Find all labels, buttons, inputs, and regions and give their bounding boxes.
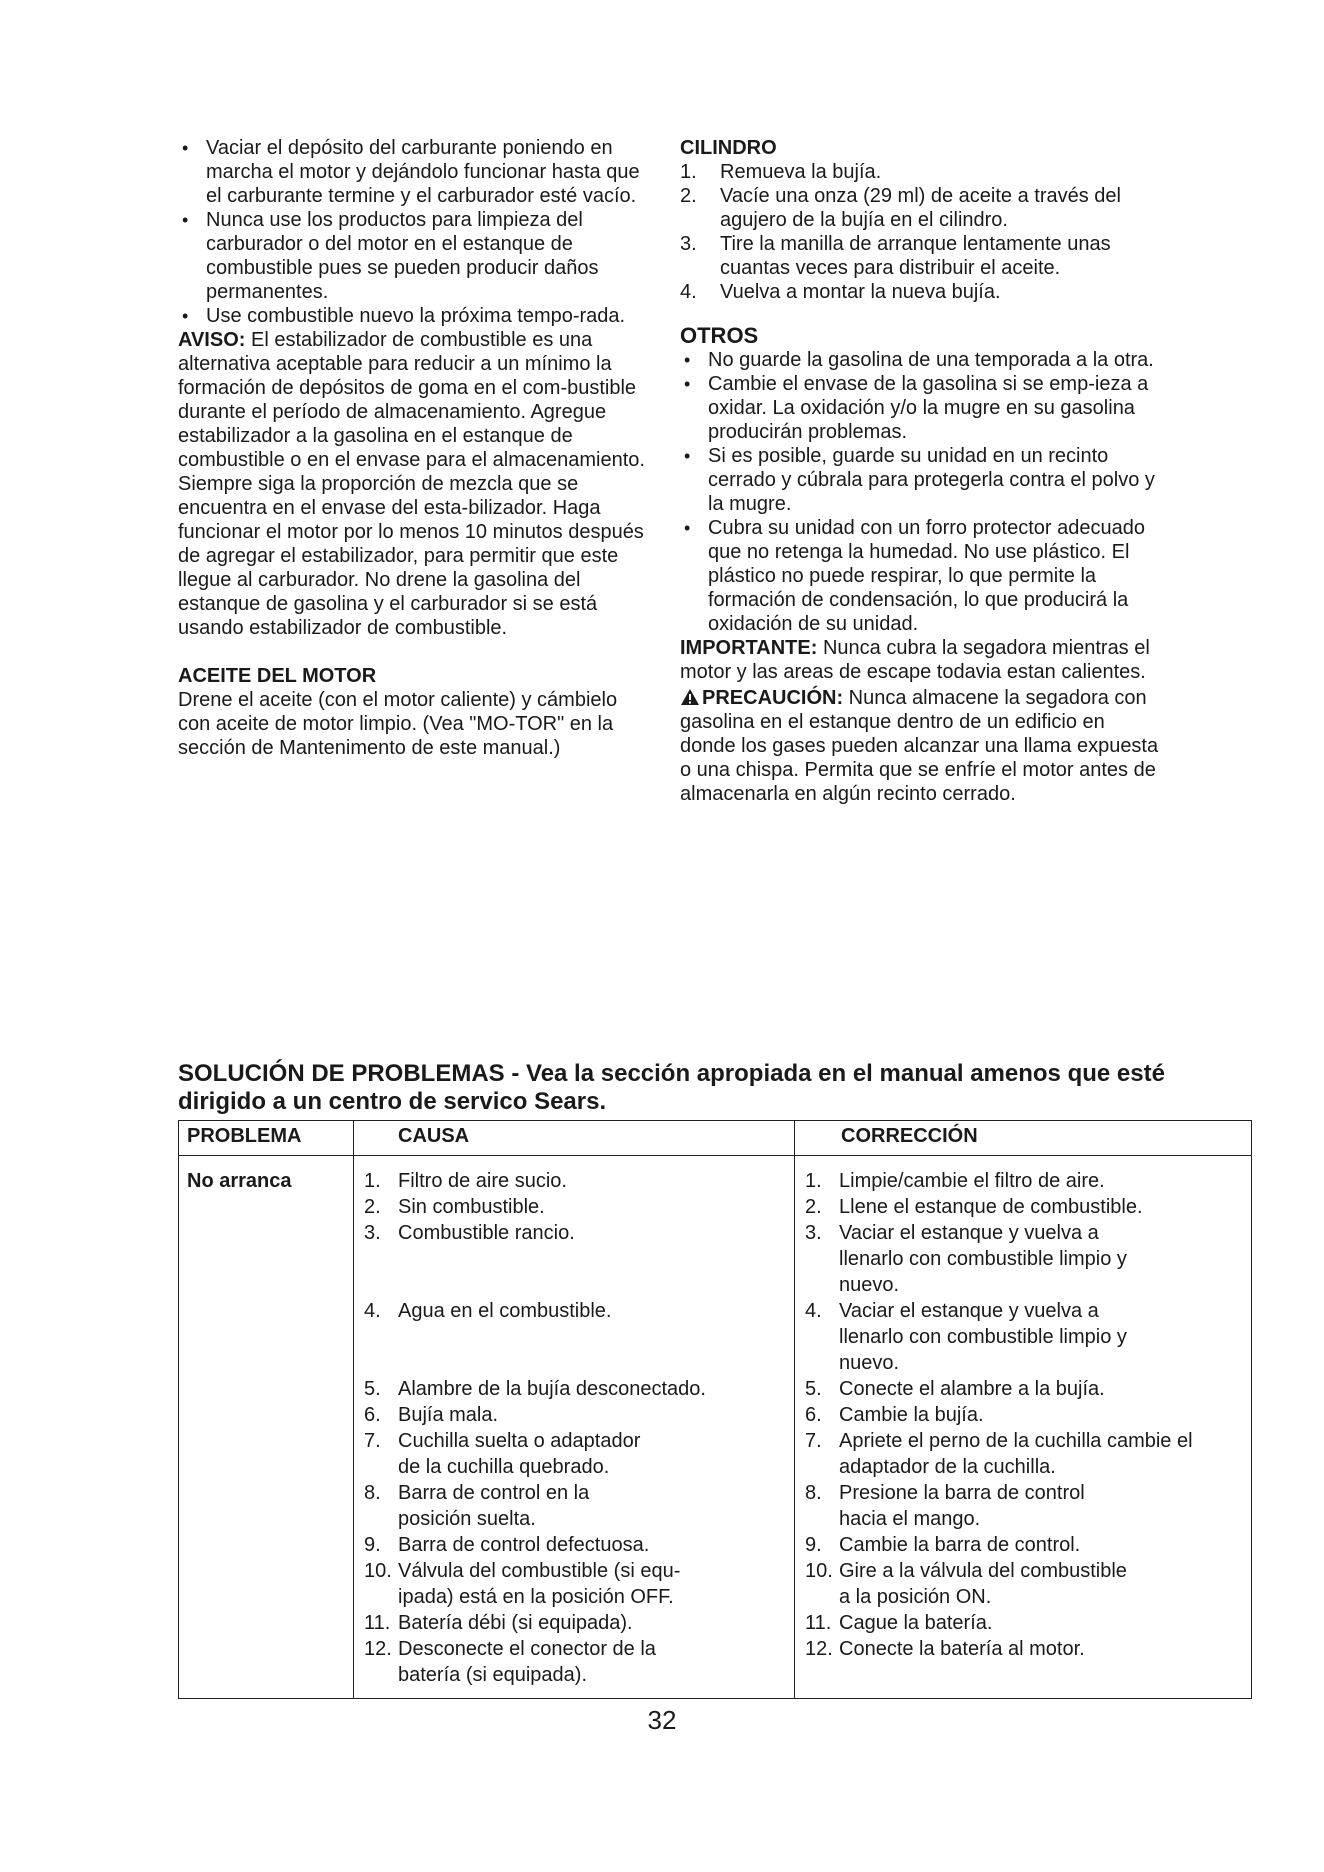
right-column [680,136,1160,806]
precaucion-paragraph [680,686,1160,806]
correction-item: 4. Vaciar el estanque y vuelva a llenarlo con combustible limpio y nuevo. [805,1300,1127,1374]
correction-item: 3. Vaciar el estanque y vuelva a llenarlo con combustible limpio y nuevo. [805,1222,1127,1296]
warning-triangle-icon [680,688,700,706]
list-item: • Nunca use los productos para limpieza del carburador o del motor en el estanque de combustible pues se pueden producir daños permanentes. [178,208,648,304]
cause-item: 1. Filtro de aire sucio. [364,1170,567,1192]
cilindro-steps [680,160,1160,304]
correction-item: 1. Limpie/cambie el filtro de aire. [805,1170,1105,1192]
correction-item: 10. Gire a la válvula del combustible a la posición ON. [805,1560,1127,1608]
aceite-heading: ACEITE DEL MOTOR [178,665,377,687]
list-item: 4. Vuelva a montar la nueva bujía. [680,281,1001,303]
list-item: 3. Tire la manilla de arranque lentamente unas cuantas veces para distribuir el aceite. [680,233,1111,279]
aceite-text: Drene el aceite (con el motor caliente) y cámbielo con aceite de motor limpio. (Vea "MO-TOR" en la sección de Mantenimento de este manual.) [178,689,618,759]
cause-item: 2. Sin combustible. [364,1196,545,1218]
aviso-label: AVISO: [178,329,246,351]
cause-item: 11. Batería débi (si equipada). [364,1612,633,1634]
cause-item: 3. Combustible rancio. [364,1222,575,1244]
cause-item: 9. Barra de control defectuosa. [364,1534,650,1556]
correction-item: 9. Cambie la barra de control. [805,1534,1081,1556]
cilindro-heading: CILINDRO [680,137,777,159]
storage-bullets [178,136,648,328]
cause-item: 12. Desconecte el conector de la batería (si equipada). [364,1638,656,1686]
cause-item: 8. Barra de control en la posición suelta. [364,1482,590,1530]
correction-item: 11. Cague la batería. [805,1612,993,1634]
otros-heading: OTROS [680,323,759,348]
importante-label: IMPORTANTE: [680,637,818,659]
cause-item: 6. Bujía mala. [364,1404,499,1426]
correction-item: 5. Conecte el alambre a la bujía. [805,1378,1105,1400]
troubleshooting-table [178,1120,1252,1699]
correction-item: 6. Cambie la bujía. [805,1404,984,1426]
otros-bullets [680,348,1160,636]
importante-text: Nunca cubra la segadora mientras el motor y las areas de escape todavia estan calientes. [680,637,1150,683]
list-item: • Si es posible, guarde su unidad en un recinto cerrado y cúbrala para protegerla contra el polvo y la mugre. [680,444,1160,516]
column-header-correccion: CORRECCIÓN [795,1121,1252,1156]
list-item: • Vaciar el depósito del carburante poniendo en marcha el motor y dejándolo funcionar hasta que el carburante termine y el carburador esté vacío. [178,136,648,208]
correction-item: 8. Presione la barra de control hacia el mango. [805,1482,1085,1530]
cause-item: 4. Agua en el combustible. [364,1300,612,1322]
cause-item: 7. Cuchilla suelta o adaptador de la cuchilla quebrado. [364,1430,641,1478]
importante-paragraph [680,636,1160,684]
table-row [179,1156,1252,1699]
cause-item: 10. Válvula del combustible (si equ-ipada) está en la posición OFF. [364,1560,681,1608]
precaucion-text: Nunca almacene la segadora con gasolina en el estanque dentro de un edificio en donde los gases pueden alcanzar una llama expuesta o una chispa. Permita que se enfríe el motor antes de almacenarla en algún recinto cerrado. [680,687,1159,805]
troubleshooting-title: SOLUCIÓN DE PROBLEMAS - Vea la sección apropiada en el manual amenos que esté dirigido a un centro de servico Sears. [178,1060,1165,1115]
problem-cell: No arranca [179,1156,354,1699]
page-number: 32 [647,1705,677,1735]
correction-item: 2. Llene el estanque de combustible. [805,1196,1143,1218]
table-header-row [179,1121,1252,1156]
list-item: • No guarde la gasolina de una temporada a la otra. [680,348,1160,372]
column-header-problema: PROBLEMA [179,1121,354,1156]
corrections-cell [795,1156,1252,1699]
list-item: 2. Vacíe una onza (29 ml) de aceite a través del agujero de la bujía en el cilindro. [680,185,1121,231]
cause-item: 5. Alambre de la bujía desconectado. [364,1378,706,1400]
causes-cell [354,1156,795,1699]
aviso-text: El estabilizador de combustible es una alternativa aceptable para reducir a un mínimo la formación de depósitos de goma en el com-bustible durante el período de almacenamiento. Agregue estabilizador a la gasolina en el estanque de combustible o en el envase para el almacenamiento. Siempre siga la proporción de mezcla que se encuentra en el envase del esta-bilizador. Haga funcionar el motor por lo menos 10 minutos después de agregar el estabilizador, para permitir que este llegue al carburador. No drene la gasolina del estanque de gasolina y el carburador si se está usando estabilizador de combustible. [178,329,645,639]
list-item: • Cubra su unidad con un forro protector adecuado que no retenga la humedad. No use plástico. El plástico no puede respirar, lo que permite la formación de condensación, lo que producirá la oxidación de su unidad. [680,516,1160,636]
list-item: • Cambie el envase de la gasolina si se emp-ieza a oxidar. La oxidación y/o la mugre en su gasolina producirán problemas. [680,372,1160,444]
list-item: • Use combustible nuevo la próxima tempo-rada. [178,304,648,328]
correction-item: 12. Conecte la batería al motor. [805,1638,1085,1660]
aviso-paragraph [178,328,648,640]
precaucion-label: PRECAUCIÓN: [702,687,844,709]
column-header-causa: CAUSA [354,1121,795,1156]
list-item: 1. Remueva la bujía. [680,161,882,183]
correction-item: 7. Apriete el perno de la cuchilla cambie el adaptador de la cuchilla. [805,1430,1193,1478]
left-column [178,136,648,760]
